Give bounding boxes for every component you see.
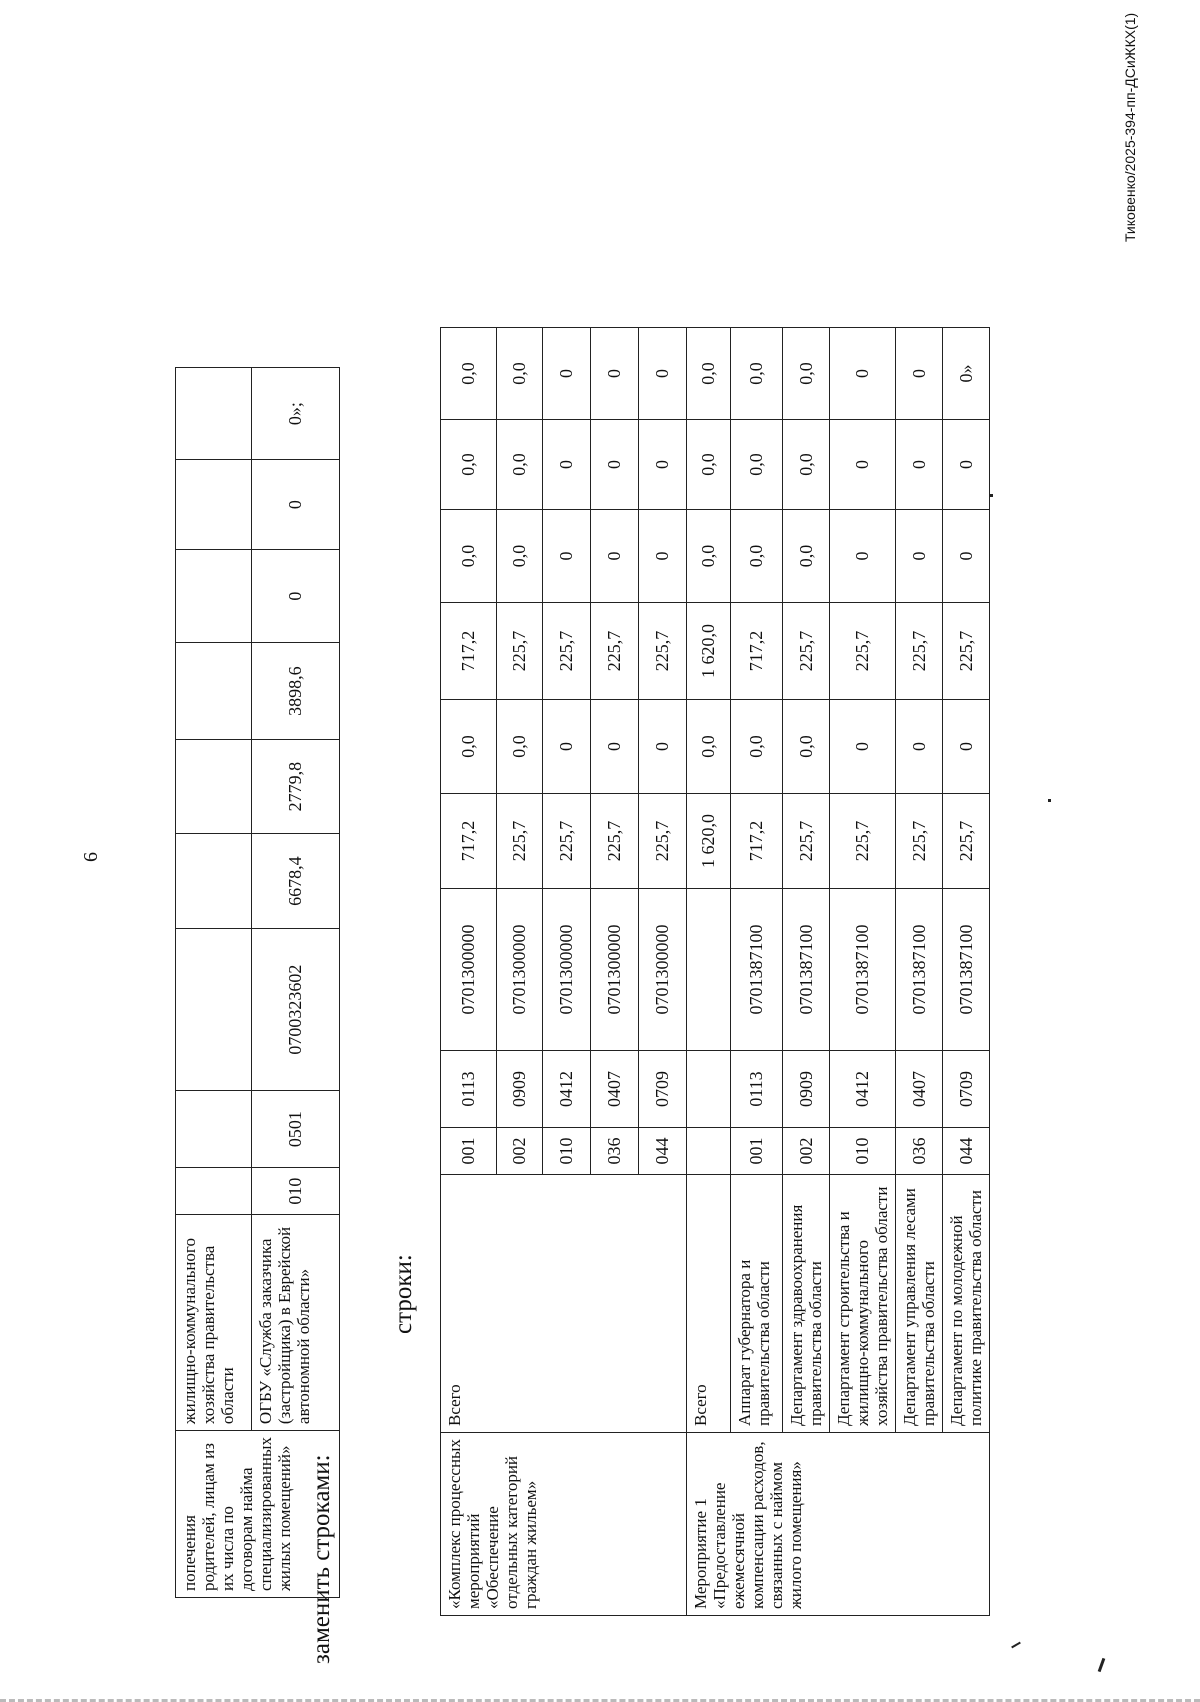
table-cell: 0501 xyxy=(252,1091,340,1168)
table-cell: 0,0 xyxy=(731,700,783,794)
table-cell: 0,0 xyxy=(441,420,497,510)
table-cell: 0»; xyxy=(252,368,340,460)
table-cell xyxy=(687,889,731,1051)
table-cell: 0,0 xyxy=(783,700,830,794)
table-cell xyxy=(176,460,252,550)
scan-mark xyxy=(990,494,993,497)
executor-cell: Аппарат губернатора и правительства области xyxy=(731,1175,783,1433)
table-cell: 0 xyxy=(543,328,591,420)
table-cell: 0,0 xyxy=(497,510,543,603)
table-cell: 0 xyxy=(591,700,639,794)
table-cell: 0701300000 xyxy=(591,889,639,1051)
table-cell: 0412 xyxy=(830,1051,896,1128)
table-cell: 002 xyxy=(783,1128,830,1175)
table-cell: 0,0 xyxy=(783,420,830,510)
table-cell: 225,7 xyxy=(543,603,591,700)
rows-label: строки: xyxy=(390,1254,417,1334)
table-cell xyxy=(176,834,252,929)
table-cell: 001 xyxy=(731,1128,783,1175)
table-cell xyxy=(176,550,252,643)
table-cell: 0,0 xyxy=(687,700,731,794)
scan-mark xyxy=(1048,799,1051,802)
top-table xyxy=(175,367,340,1598)
table-cell: 0412 xyxy=(543,1051,591,1128)
group-name: «Комплекс процессных мероприятий «Обеспечение отдельных категорий граждан жильем» xyxy=(441,1433,687,1616)
table-cell: 001 xyxy=(441,1128,497,1175)
table-cell: 0 xyxy=(896,510,943,603)
executor-cell: Департамент управления лесами правительства области xyxy=(896,1175,943,1433)
table-cell: 225,7 xyxy=(830,603,896,700)
table-cell: 0113 xyxy=(441,1051,497,1128)
table-cell: 0,0 xyxy=(441,328,497,420)
table-cell: 0407 xyxy=(591,1051,639,1128)
table-cell: 3898,6 xyxy=(252,643,340,740)
table-cell: 036 xyxy=(591,1128,639,1175)
table-cell: 0701387100 xyxy=(731,889,783,1051)
program-text: попечения родителей, лицам из их числа по договорам найма специализированных жилых помещений» xyxy=(176,1431,340,1598)
executor-cell: жилищно-коммунального хозяйства правительства области xyxy=(176,1215,252,1431)
table-cell: 0,0 xyxy=(687,510,731,603)
scan-mark xyxy=(1098,1658,1106,1672)
table-cell: 0 xyxy=(252,460,340,550)
table-cell: 0 xyxy=(943,510,990,603)
table-cell: 0909 xyxy=(497,1051,543,1128)
table-cell: 225,7 xyxy=(497,603,543,700)
table-cell: 0,0 xyxy=(497,328,543,420)
table-cell: 225,7 xyxy=(639,794,687,889)
table-cell xyxy=(687,1128,731,1175)
executor-cell: Всего xyxy=(441,1175,687,1433)
table-cell: 225,7 xyxy=(783,603,830,700)
table-cell: 0 xyxy=(830,510,896,603)
table-cell: 0 xyxy=(830,328,896,420)
table-cell: 0 xyxy=(591,510,639,603)
executor-cell: Департамент строительства и жилищно-коммунального хозяйства правительства области xyxy=(830,1175,896,1433)
table-cell: 036 xyxy=(896,1128,943,1175)
table-cell: 0 xyxy=(639,420,687,510)
table-cell: 225,7 xyxy=(591,794,639,889)
table-cell: 225,7 xyxy=(543,794,591,889)
table-cell: 0,0 xyxy=(731,420,783,510)
table-cell: 225,7 xyxy=(639,603,687,700)
table-cell: 0 xyxy=(896,420,943,510)
table-cell: 0 xyxy=(639,328,687,420)
table-cell xyxy=(176,1168,252,1215)
document-footer: Тиковенко/2025-394-пп-ДСиЖКХ(1) xyxy=(1122,12,1138,242)
table-cell: 0,0 xyxy=(783,510,830,603)
table-cell xyxy=(176,929,252,1091)
table-cell: 6678,4 xyxy=(252,834,340,929)
table-cell: 044 xyxy=(943,1128,990,1175)
table-cell: 0701300000 xyxy=(497,889,543,1051)
table-cell: 0113 xyxy=(731,1051,783,1128)
table-cell: 0,0 xyxy=(497,700,543,794)
table-cell: 0701300000 xyxy=(543,889,591,1051)
table-cell: 717,2 xyxy=(731,794,783,889)
table-cell xyxy=(176,740,252,834)
table-cell: 225,7 xyxy=(830,794,896,889)
table-cell: 225,7 xyxy=(896,794,943,889)
table-cell: 0 xyxy=(543,700,591,794)
table-cell: 0909 xyxy=(783,1051,830,1128)
table-cell: 0701300000 xyxy=(441,889,497,1051)
table-cell: 0701387100 xyxy=(830,889,896,1051)
table-cell: 010 xyxy=(252,1168,340,1215)
table-cell: 0 xyxy=(639,510,687,603)
executor-cell: ОГБУ «Служба заказчика (застройщика) в Еврейской автономной области» xyxy=(252,1215,340,1431)
table-cell: 0 xyxy=(943,700,990,794)
table-cell: 225,7 xyxy=(943,794,990,889)
table-cell: 0407 xyxy=(896,1051,943,1128)
page-number: 6 xyxy=(80,852,102,862)
table-cell: 0 xyxy=(543,510,591,603)
table-cell: 0,0 xyxy=(441,510,497,603)
table-cell: 0» xyxy=(943,328,990,420)
table-cell: 0 xyxy=(543,420,591,510)
table-cell: 717,2 xyxy=(441,603,497,700)
table-cell: 0701300000 xyxy=(639,889,687,1051)
table-cell: 225,7 xyxy=(943,603,990,700)
table-cell: 0 xyxy=(943,420,990,510)
table-cell: 1 620,0 xyxy=(687,794,731,889)
table-cell xyxy=(176,1091,252,1168)
table-cell: 0,0 xyxy=(441,700,497,794)
table-cell: 002 xyxy=(497,1128,543,1175)
scan-mark xyxy=(1011,1642,1021,1649)
table-cell: 0 xyxy=(830,700,896,794)
table-cell: 225,7 xyxy=(497,794,543,889)
table-cell: 717,2 xyxy=(731,603,783,700)
table-cell: 225,7 xyxy=(783,794,830,889)
table-cell: 0,0 xyxy=(687,420,731,510)
table-cell: 0,0 xyxy=(687,328,731,420)
table-cell: 0701387100 xyxy=(896,889,943,1051)
table-cell: 0 xyxy=(591,420,639,510)
table-cell: 0,0 xyxy=(731,328,783,420)
table-cell xyxy=(176,643,252,740)
table-cell: 0,0 xyxy=(731,510,783,603)
executor-cell: Всего xyxy=(687,1175,731,1433)
table-cell: 225,7 xyxy=(591,603,639,700)
table-cell xyxy=(176,368,252,460)
table-cell: 0709 xyxy=(943,1051,990,1128)
executor-cell: Департамент здравоохранения правительства области xyxy=(783,1175,830,1433)
executor-cell: Департамент по молодежной политике правительства области xyxy=(943,1175,990,1433)
table-cell: 010 xyxy=(543,1128,591,1175)
table-cell: 1 620,0 xyxy=(687,603,731,700)
table-cell: 044 xyxy=(639,1128,687,1175)
table-cell: 0 xyxy=(591,328,639,420)
table-cell: 0701387100 xyxy=(783,889,830,1051)
table-cell: 0 xyxy=(252,550,340,643)
main-table xyxy=(440,327,990,1616)
table-cell xyxy=(687,1051,731,1128)
group-name: Мероприятие 1 «Предоставление ежемесячной компенсации расходов, связанных с наймом жилого помещения» xyxy=(687,1433,990,1616)
replace-label: заменить строками: xyxy=(308,1454,335,1664)
table-cell: 0 xyxy=(896,700,943,794)
table-cell: 0 xyxy=(639,700,687,794)
table-cell: 0709 xyxy=(639,1051,687,1128)
table-cell: 0 xyxy=(830,420,896,510)
table-cell: 0700323602 xyxy=(252,929,340,1091)
table-cell: 225,7 xyxy=(896,603,943,700)
table-cell: 2779,8 xyxy=(252,740,340,834)
scan-edge-line xyxy=(0,1696,1200,1702)
table-cell: 0,0 xyxy=(497,420,543,510)
table-cell: 0 xyxy=(896,328,943,420)
table-cell: 717,2 xyxy=(441,794,497,889)
table-cell: 010 xyxy=(830,1128,896,1175)
table-cell: 0701387100 xyxy=(943,889,990,1051)
table-cell: 0,0 xyxy=(783,328,830,420)
